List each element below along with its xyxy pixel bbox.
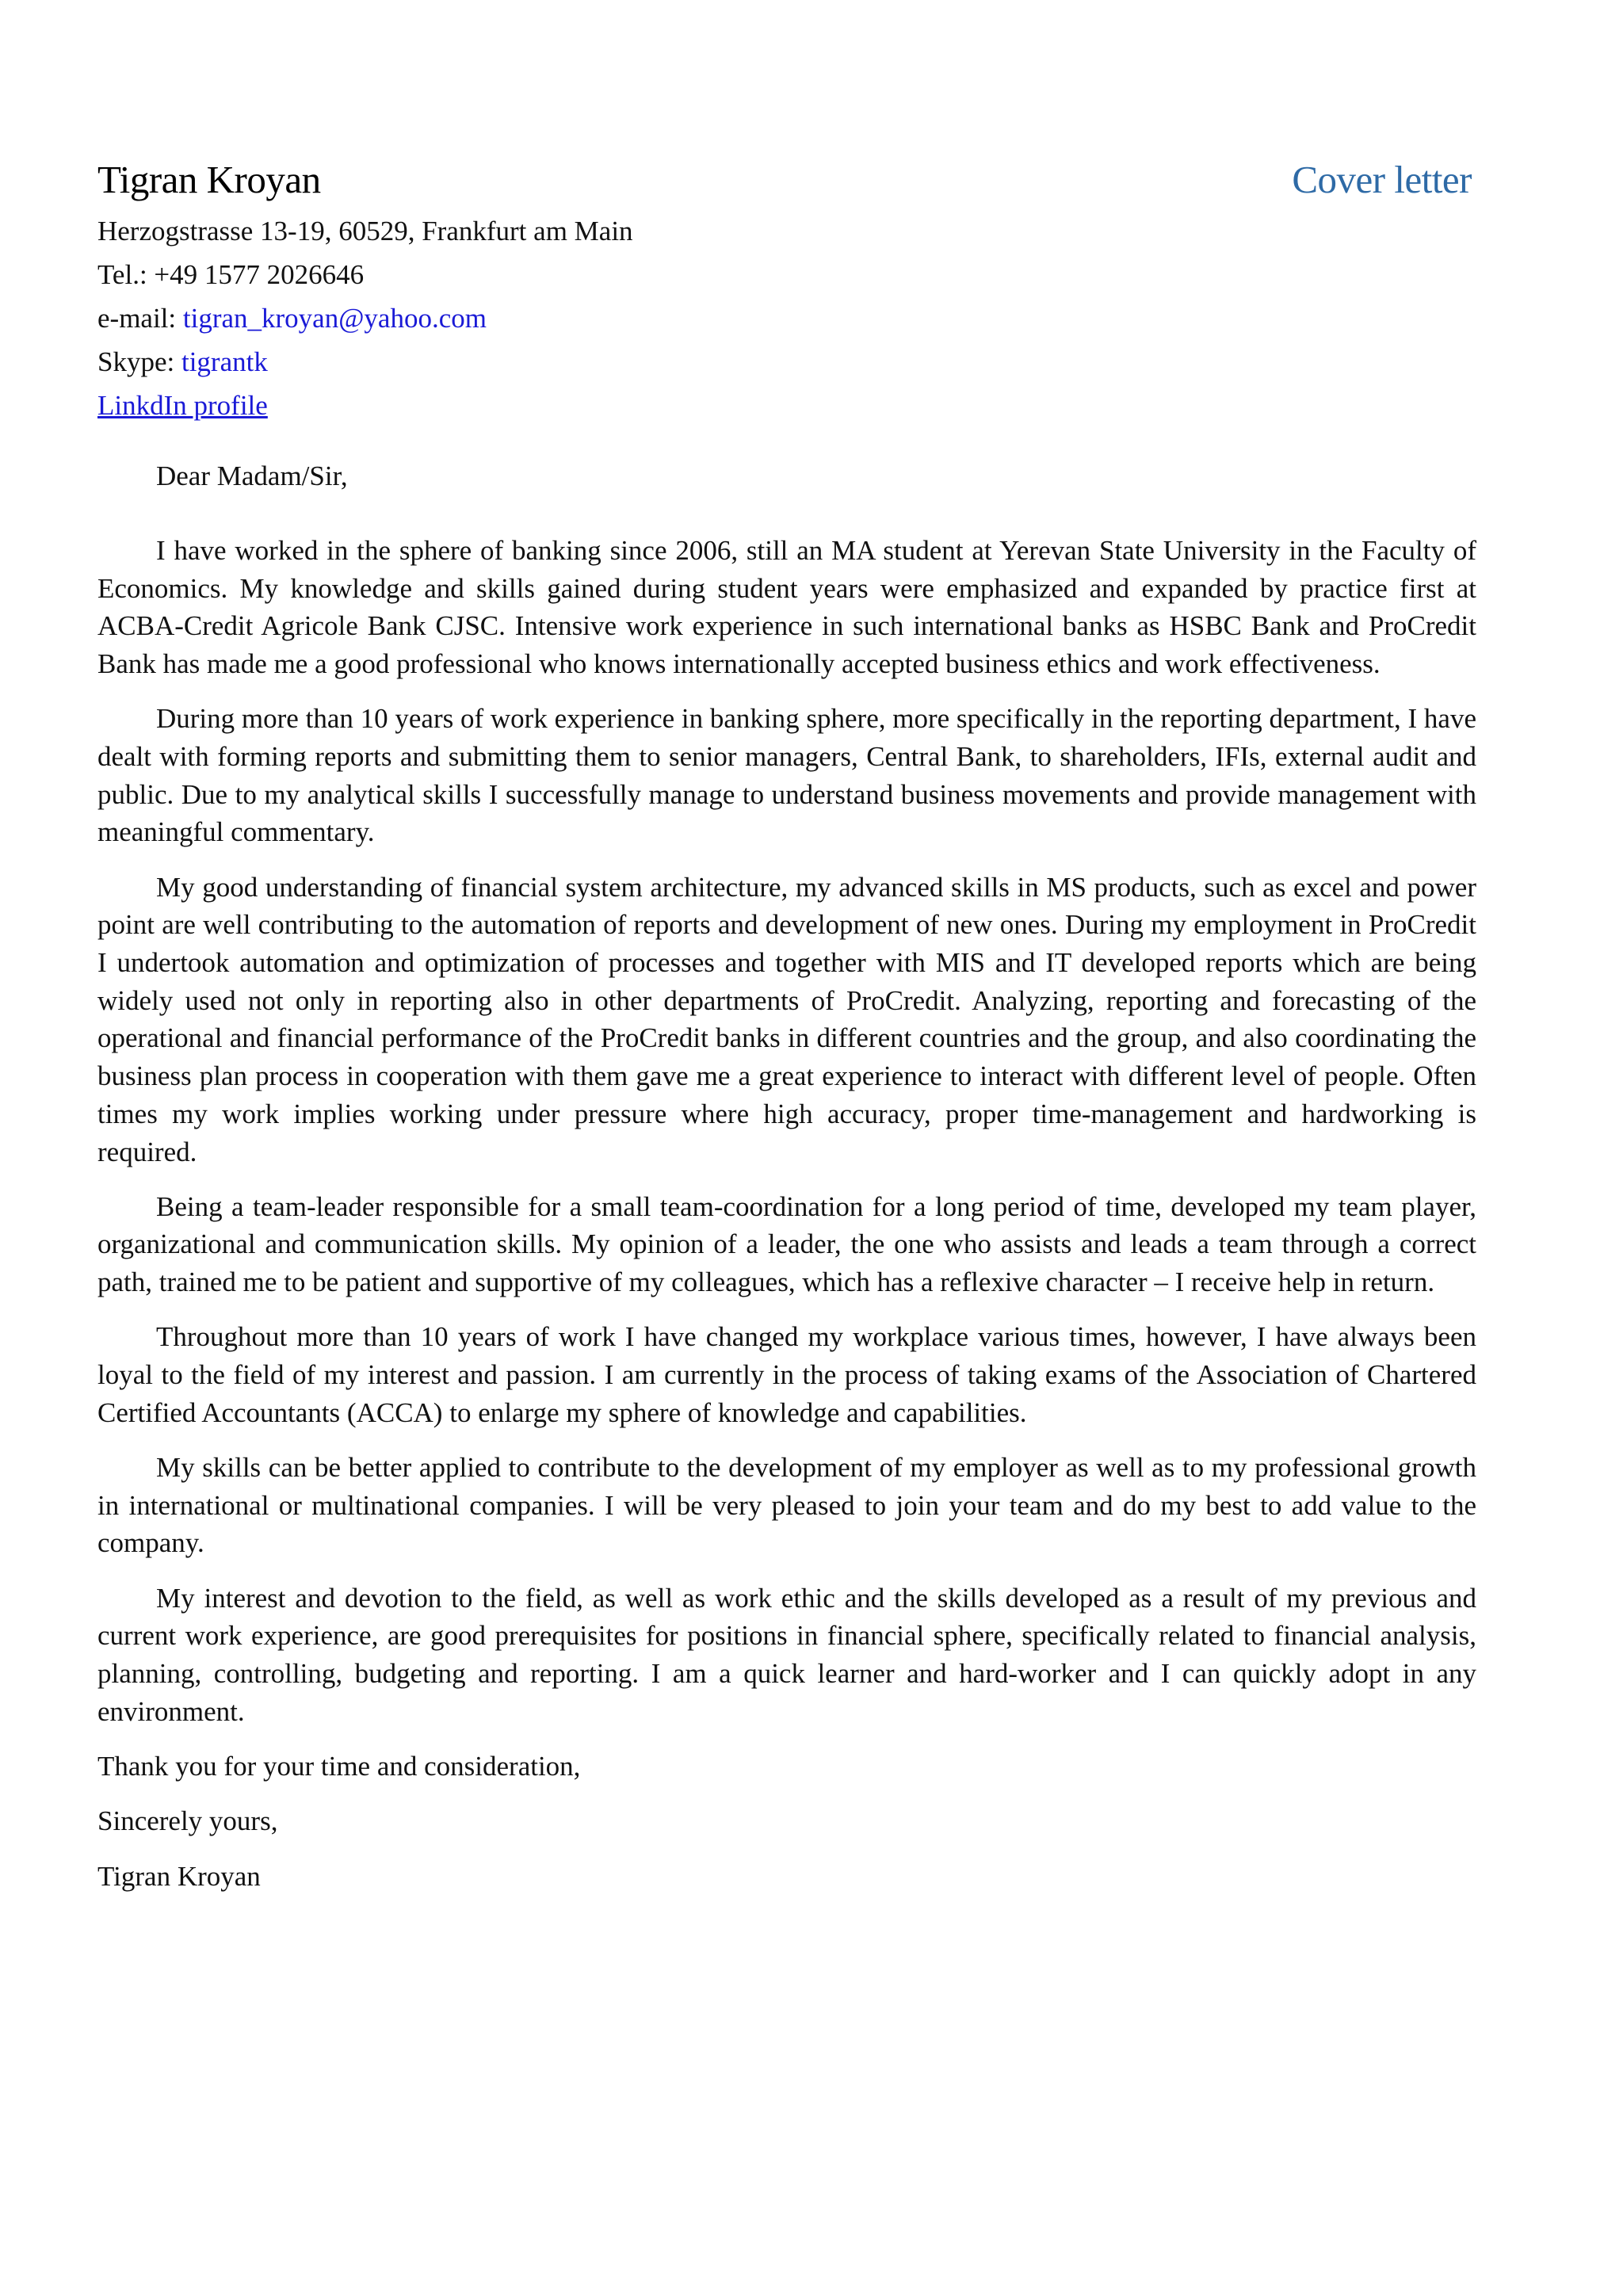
body-paragraph: Throughout more than 10 years of work I have changed my workplace various times, however, I have always been loyal to the field of my interest and passion. I am currently in the process of taking exams of the Association of Chartered Certified Accountants (ACCA) to enlarge my sphere of knowledge and capabilities.: [97, 1321, 1476, 1428]
email-label: e-mail:: [97, 303, 177, 334]
body-paragraph: My good understanding of financial system architecture, my advanced skills in MS products, such as excel and power point are well contributing to the automation of reports and development of new ones. During my employment in ProCredit I undertook automation and optimization of processes and together with MIS and IT developed reports which are being widely used not only in reporting also in other departments of ProCredit. Analyzing, reporting and forecasting of the operational and financial performance of the ProCredit banks in different countries and the group, and also coordinating the business plan process in cooperation with them gave me a great experience to interact with different level of people. Often times my work implies working under pressure where high accuracy, proper time-management and hardworking is required.: [97, 871, 1476, 1167]
contact-block: [97, 209, 1476, 427]
body-paragraph: My interest and devotion to the field, as well as work ethic and the skills developed as a result of my previous and current work experience, are good prerequisites for positions in financial sphere, specifically related to financial analysis, planning, controlling, budgeting and reporting. I am a quick learner and hard-worker and I can quickly adopt in any environment.: [97, 1582, 1476, 1727]
email-link[interactable]: tigran_kroyan@yahoo.com: [182, 303, 487, 334]
phone-number: +49 1577 2026646: [154, 259, 365, 290]
skype-label: Skype:: [97, 346, 175, 377]
phone-label: Tel.:: [97, 259, 147, 290]
email-line: [97, 296, 1476, 340]
signature: Tigran Kroyan: [97, 1860, 261, 1892]
phone-line: [97, 253, 1476, 296]
thanks-line: Thank you for your time and consideration,: [97, 1750, 581, 1782]
linkedin-profile-link[interactable]: LinkdIn profile: [97, 390, 268, 421]
cover-letter-page: [97, 151, 1476, 1912]
address-line: Herzogstrasse 13-19, 60529, Frankfurt am Main: [97, 216, 633, 246]
body-paragraph: During more than 10 years of work experience in banking sphere, more specifically in the reporting department, I have dealt with forming reports and submitting them to senior managers, Central Bank, to shareholders, IFIs, external audit and public. Due to my analytical skills I successfully manage to understand business movements and provide management with meaningful commentary.: [97, 703, 1476, 848]
document-title: Cover letter: [1292, 158, 1472, 201]
closing-line: Sincerely yours,: [97, 1805, 278, 1837]
salutation: Dear Madam/Sir,: [156, 460, 348, 491]
letter-body: [97, 532, 1476, 1896]
letter-header: [97, 151, 1476, 209]
skype-link[interactable]: tigrantk: [181, 346, 268, 377]
body-paragraph: My skills can be better applied to contribute to the development of my employer as well as to my professional growth in international or multinational companies. I will be very pleased to join your team and do my best to add value to the company.: [97, 1451, 1476, 1559]
sender-name: Tigran Kroyan: [97, 158, 321, 201]
linkedin-line: [97, 384, 1476, 427]
body-paragraph: Being a team-leader responsible for a small team-coordination for a long period of time, developed my team player, organizational and communication skills. My opinion of a leader, the one who assists and leads a team through a correct path, trained me to be patient and supportive of my colleagues, which has a reflexive character – I receive help in return.: [97, 1190, 1476, 1298]
body-paragraph: I have worked in the sphere of banking since 2006, still an MA student at Yerevan State University in the Faculty of Economics. My knowledge and skills gained during student years were emphasized and expanded by practice first at ACBA-Credit Agricole Bank CJSC. Intensive work experience in such international banks as HSBC Bank and ProCredit Bank has made me a good professional who knows internationally accepted business ethics and work effectiveness.: [97, 535, 1476, 680]
skype-line: [97, 340, 1476, 384]
